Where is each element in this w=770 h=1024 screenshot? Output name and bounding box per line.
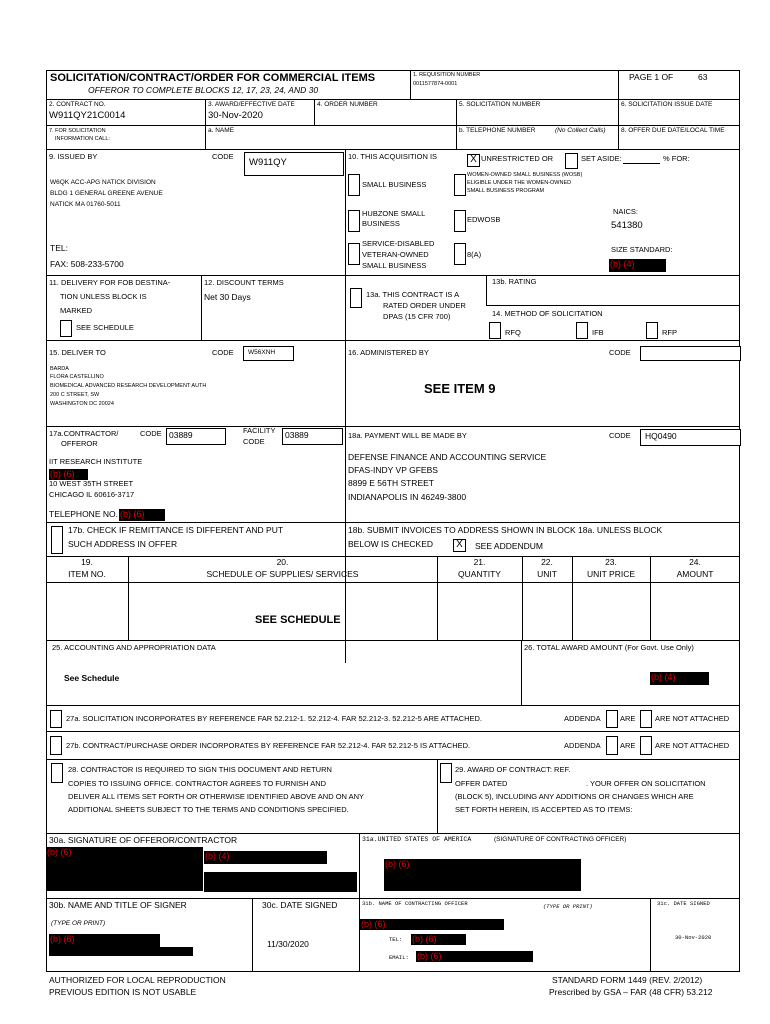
footer-left-2: PREVIOUS EDITION IS NOT USABLE xyxy=(49,987,197,997)
issued-by-fax: FAX: 508-233-5700 xyxy=(50,259,124,269)
set-aside-label: SET ASIDE: xyxy=(581,154,622,163)
amount-header: AMOUNT xyxy=(676,569,714,579)
sdvosb-label-1: SERVICE-DISABLED xyxy=(362,239,435,248)
unit-number: 22. xyxy=(541,557,553,567)
usa-label: 31a.UNITED STATES OF AMERICA xyxy=(362,836,472,843)
27b-text: 27b. CONTRACT/PURCHASE ORDER INCORPORATES BY REFERENCE FAR 52.212-4. FAR 52.212-5 IS ATTACHED. xyxy=(66,741,471,750)
divider xyxy=(572,556,573,640)
issued-by-address-1: W6QK ACC-APG NATICK DIVISION xyxy=(50,179,156,186)
co-type-print: (TYPE OR PRINT) xyxy=(543,903,593,910)
29-line-4: SET FORTH HEREIN, IS ACCEPTED AS TO ITEMS: xyxy=(455,805,633,814)
rfq-label: RFQ xyxy=(505,328,521,337)
see-addendum-label: SEE ADDENDUM xyxy=(475,541,544,551)
divider xyxy=(46,640,740,641)
issued-by-code-label: CODE xyxy=(212,152,234,161)
27a-are-not: ARE NOT ATTACHED xyxy=(655,714,730,723)
divider xyxy=(359,833,360,972)
administered-by-code-box xyxy=(640,346,741,361)
co-signature-redaction: (b) (6) xyxy=(384,859,581,891)
issued-by-code: W911QY xyxy=(249,157,287,168)
border-bottom xyxy=(46,971,740,972)
payment-label: 18a. PAYMENT WILL BE MADE BY xyxy=(348,431,467,440)
border-right xyxy=(739,70,740,972)
rated-order-label-1: 13a. THIS CONTRACT IS A xyxy=(366,290,460,299)
order-number-label: 4. ORDER NUMBER xyxy=(317,101,378,108)
deliver-to-code-label: CODE xyxy=(212,348,234,357)
divider xyxy=(345,149,346,663)
contract-no-label: 2. CONTRACT NO. xyxy=(49,101,106,108)
total-award-redaction: (b) (4) xyxy=(650,672,709,685)
divider xyxy=(46,898,740,899)
divider xyxy=(521,640,522,705)
divider xyxy=(46,556,740,557)
28-line-3: DELIVER ALL ITEMS SET FORTH OR OTHERWISE IDENTIFIED ABOVE AND ON ANY xyxy=(68,792,365,801)
signer-title-redaction xyxy=(49,947,193,956)
award-date: 30-Nov-2020 xyxy=(208,110,263,121)
co-name-redaction: (b) (6) xyxy=(360,919,504,930)
footer-right-2: Prescribed by GSA – FAR (48 CFR) 53.212 xyxy=(549,987,713,997)
accounting-value: See Schedule xyxy=(64,673,120,683)
28-line-4: ADDITIONAL SHEETS SUBJECT TO THE TERMS AND CONDITIONS SPECIFIED. xyxy=(68,805,349,814)
telephone-label: b. TELEPHONE NUMBER xyxy=(459,127,536,134)
divider xyxy=(410,70,411,99)
edwosb-label: EDWOSB xyxy=(467,215,501,224)
footer-left-1: AUTHORIZED FOR LOCAL REPRODUCTION xyxy=(49,975,226,985)
info-call-label-2: INFORMATION CALL: xyxy=(55,136,110,142)
see-schedule-items: SEE SCHEDULE xyxy=(255,614,341,626)
requisition-number: 0011577874-0001 xyxy=(413,81,458,87)
item-no-header: ITEM NO. xyxy=(68,569,106,579)
wosb-label-3: SMALL BUSINESS PROGRAM xyxy=(467,188,545,194)
award-date-label: 3. AWARD/EFFECTIVE DATE xyxy=(208,101,295,108)
payment-line-3: 8899 E 56TH STREET xyxy=(348,478,434,488)
co-name-label: 31b. NAME OF CONTRACTING OFFICER xyxy=(362,900,468,907)
unit-price-header: UNIT PRICE xyxy=(586,569,636,579)
divider xyxy=(650,898,651,972)
solicitation-number-label: 5. SOLICITATION NUMBER xyxy=(459,101,541,108)
divider xyxy=(650,556,651,640)
method-label: 14. METHOD OF SOLICITATION xyxy=(492,309,603,318)
size-standard-label: SIZE STANDARD: xyxy=(611,245,673,254)
offeror-signature-redaction: (b) (6) xyxy=(46,847,203,891)
divider xyxy=(437,556,438,640)
signer-name-redaction: (b) (6) xyxy=(49,934,160,947)
28-line-1: 28. CONTRACTOR IS REQUIRED TO SIGN THIS DOCUMENT AND RETURN xyxy=(68,765,332,774)
27b-are-not-checkbox[interactable] xyxy=(640,736,652,755)
wosb-label-1: WOMEN-OWNED SMALL BUSINESS (WOSB) xyxy=(467,172,583,178)
acquisition-label: 10. THIS ACQUISITION IS xyxy=(348,152,438,161)
divider xyxy=(205,125,206,149)
discount-terms-label: 12. DISCOUNT TERMS xyxy=(204,278,284,287)
signer-type-print: (TYPE OR PRINT) xyxy=(51,920,106,927)
unrestricted-label: UNRESTRICTED OR xyxy=(481,154,554,163)
no-collect-calls: (No Collect Calls) xyxy=(555,127,606,134)
schedule-number: 20. xyxy=(276,557,289,567)
naics-code: 541380 xyxy=(611,220,643,231)
issued-by-label: 9. ISSUED BY xyxy=(49,152,98,161)
border-left xyxy=(46,70,47,972)
small-business-checkbox[interactable] xyxy=(348,174,360,196)
ifb-label: IFB xyxy=(592,328,604,337)
divider xyxy=(46,275,740,276)
page-label: PAGE 1 OF xyxy=(629,72,674,82)
co-date-signed: 30-Nov-2020 xyxy=(675,934,712,941)
issued-by-address-2: BLDG 1 GENERAL GREENE AVENUE xyxy=(50,190,163,197)
deliver-to-code: W56XNH xyxy=(248,349,276,356)
divider xyxy=(456,99,457,149)
fob-label-3: MARKED xyxy=(60,306,93,315)
unit-header: UNIT xyxy=(537,569,557,579)
requisition-label: 1. REQUISITION NUMBER xyxy=(413,72,481,78)
29-line-2: OFFER DATED xyxy=(455,779,508,788)
eight-a-label: 8(A) xyxy=(467,250,482,259)
27a-are: ARE xyxy=(620,714,636,723)
edwosb-checkbox[interactable] xyxy=(454,210,466,232)
divider xyxy=(46,426,740,427)
pct-for-label: % FOR: xyxy=(663,154,690,163)
small-business-label: SMALL BUSINESS xyxy=(362,180,427,189)
schedule-header: SCHEDULE OF SUPPLIES/ SERVICES xyxy=(206,569,359,579)
page-total: 63 xyxy=(698,72,708,82)
discount-terms: Net 30 Days xyxy=(204,292,251,302)
hubzone-label-2: BUSINESS xyxy=(362,219,400,228)
sdvosb-label-3: SMALL BUSINESS xyxy=(362,261,427,270)
contractor-label-1: 17a.CONTRACTOR/ xyxy=(49,429,119,438)
wosb-label-2: ELIGIBLE UNDER THE WOMEN-OWNED xyxy=(467,180,572,186)
hubzone-checkbox[interactable] xyxy=(348,210,360,232)
payment-code-label: CODE xyxy=(609,431,631,440)
facility-code-label-2: CODE xyxy=(243,437,265,446)
27b-are-checkbox[interactable] xyxy=(606,736,618,755)
offeror-redaction-2 xyxy=(204,872,357,892)
divider xyxy=(252,898,253,972)
facility-code-label-1: FACILITY xyxy=(243,426,276,435)
divider xyxy=(618,70,619,99)
name-label: a. NAME xyxy=(208,127,235,134)
27b-addenda: ADDENDA xyxy=(564,741,601,750)
offeror-signature-label: 30a. SIGNATURE OF OFFEROR/CONTRACTOR xyxy=(49,835,238,845)
rated-order-checkbox[interactable] xyxy=(350,288,362,308)
submit-invoices-label-2: BELOW IS CHECKED xyxy=(348,539,434,549)
ifb-checkbox[interactable] xyxy=(576,322,588,339)
remittance-label-1: 17b. CHECK IF REMITTANCE IS DIFFERENT AND PUT xyxy=(68,525,284,535)
divider xyxy=(46,125,740,126)
deliver-to-line-4: 200 C STREET, SW xyxy=(50,392,100,398)
divider xyxy=(46,759,740,760)
payment-line-1: DEFENSE FINANCE AND ACCOUNTING SERVICE xyxy=(348,452,547,462)
payment-code: HQ0490 xyxy=(645,431,677,441)
accounting-label: 25. ACCOUNTING AND APPROPRIATION DATA xyxy=(52,643,216,652)
contractor-code: 03889 xyxy=(169,430,193,440)
co-email-label: EMAIL: xyxy=(389,954,409,961)
remittance-checkbox[interactable] xyxy=(51,526,63,554)
unit-price-number: 23. xyxy=(605,557,617,567)
date-signed-label: 30c. DATE SIGNED xyxy=(262,900,338,910)
29-line-2b: . YOUR OFFER ON SOLICITATION xyxy=(586,779,706,788)
divider xyxy=(46,731,740,732)
sdvosb-checkbox[interactable] xyxy=(348,243,360,265)
rated-order-label-2: RATED ORDER UNDER xyxy=(383,301,466,310)
item-no-number: 19. xyxy=(81,557,93,567)
deliver-to-label: 15. DELIVER TO xyxy=(49,348,106,357)
naics-label: NAICS: xyxy=(613,207,639,216)
co-email-redaction: (b) (6) xyxy=(416,951,533,962)
unrestricted-checkbox[interactable]: X xyxy=(467,154,480,167)
see-schedule-checkbox[interactable] xyxy=(60,320,72,337)
telephone-redaction: (b) (6) xyxy=(119,509,165,521)
divider xyxy=(486,275,487,305)
29-checkbox[interactable] xyxy=(440,763,452,783)
divider xyxy=(128,556,129,640)
wosb-checkbox[interactable] xyxy=(454,174,466,196)
amount-number: 24. xyxy=(689,557,701,567)
divider xyxy=(205,99,206,125)
divider xyxy=(437,759,438,833)
hubzone-label-1: HUBZONE SMALL xyxy=(362,209,426,218)
fob-label-2: TION UNLESS BLOCK IS xyxy=(60,292,147,301)
total-award-label: 26. TOTAL AWARD AMOUNT (For Govt. Use Only) xyxy=(524,643,694,652)
divider xyxy=(314,99,315,125)
set-aside-blank xyxy=(623,163,660,164)
footer-right-1: STANDARD FORM 1449 (REV. 2/2012) xyxy=(552,975,703,985)
28-line-2: COPIES TO ISSUING OFFICE. CONTRACTOR AGREES TO FURNISH AND xyxy=(68,779,327,788)
payment-line-4: INDIANAPOLIS IN 46249-3800 xyxy=(348,492,467,502)
addendum-checkbox[interactable]: X xyxy=(453,539,466,552)
27b-are: ARE xyxy=(620,741,636,750)
rfp-checkbox[interactable] xyxy=(646,322,658,339)
sf1449-form xyxy=(46,70,740,972)
remittance-label-2: SUCH ADDRESS IN OFFER xyxy=(68,539,178,549)
deliver-to-line-5: WASHINGTON DC 20024 xyxy=(50,401,114,407)
contractor-code-label: CODE xyxy=(140,429,162,438)
rfq-checkbox[interactable] xyxy=(489,322,501,339)
see-item-9: SEE ITEM 9 xyxy=(424,381,496,396)
divider xyxy=(201,275,202,340)
see-schedule-label: SEE SCHEDULE xyxy=(76,323,134,332)
divider xyxy=(46,522,740,523)
quantity-header: QUANTITY xyxy=(458,569,501,579)
27a-checkbox[interactable] xyxy=(50,710,62,728)
deliver-to-line-2: FLORA CASTELLINO xyxy=(50,374,104,380)
submit-invoices-label-1: 18b. SUBMIT INVOICES TO ADDRESS SHOWN IN BLOCK 18a. UNLESS BLOCK xyxy=(348,525,663,535)
deliver-to-line-1: BARDA xyxy=(50,366,69,372)
facility-code: 03889 xyxy=(285,430,309,440)
form-title: SOLICITATION/CONTRACT/ORDER FOR COMMERCIAL ITEMS xyxy=(50,72,376,84)
offeror-redaction-b4: (b) (4) xyxy=(204,851,327,864)
administered-by-label: 16. ADMINISTERED BY xyxy=(348,348,429,357)
administered-by-code-label: CODE xyxy=(609,348,631,357)
issued-by-tel: TEL: xyxy=(50,243,68,253)
27a-text: 27a. SOLICITATION INCORPORATES BY REFERENCE FAR 52.212-1. 52.212-4. FAR 52.212-3. 52.212-5 ARE ATTACHED. xyxy=(66,714,482,723)
signer-name-label: 30b. NAME AND TITLE OF SIGNER xyxy=(49,900,187,910)
offer-due-label: 8. OFFER DUE DATE/LOCAL TIME xyxy=(621,127,725,134)
co-signature-label: (SIGNATURE OF CONTRACTING OFFICER) xyxy=(494,836,627,843)
contractor-redaction: (b) (6) xyxy=(49,469,88,480)
28-checkbox[interactable] xyxy=(51,763,63,783)
border-top xyxy=(46,70,740,71)
27a-addenda: ADDENDA xyxy=(564,714,601,723)
divider xyxy=(46,582,740,583)
set-aside-checkbox[interactable] xyxy=(565,153,578,169)
co-tel-label: TEL: xyxy=(389,936,403,943)
contractor-name: IIT RESEARCH INSTITUTE xyxy=(49,457,143,466)
contract-no: W911QY21C0014 xyxy=(49,110,126,121)
27a-are-checkbox[interactable] xyxy=(606,710,618,728)
quantity-number: 21. xyxy=(473,557,486,567)
fob-label-1: 11. DELIVERY FOR FOB DESTINA- xyxy=(49,278,171,287)
29-line-3: (BLOCK 5), INCLUDING ANY ADDITIONS OR CHANGES WHICH ARE xyxy=(455,792,694,801)
rfp-label: RFP xyxy=(662,328,677,337)
27a-are-not-checkbox[interactable] xyxy=(640,710,652,728)
divider xyxy=(486,305,740,306)
29-line-1: 29. AWARD OF CONTRACT: REF. xyxy=(455,765,571,774)
contractor-address-1: 10 WEST 35TH STREET xyxy=(49,479,134,488)
27b-are-not: ARE NOT ATTACHED xyxy=(655,741,730,750)
form-subtitle: OFFEROR TO COMPLETE BLOCKS 12, 17, 23, 24, AND 30 xyxy=(88,85,319,95)
divider xyxy=(522,556,523,640)
divider xyxy=(46,99,740,100)
divider xyxy=(46,340,740,341)
size-standard-redaction: (b) (4) xyxy=(609,259,666,272)
sdvosb-label-2: VETERAN-OWNED xyxy=(362,250,429,259)
info-call-label: 7. FOR SOLICITATION xyxy=(49,128,106,134)
co-date-label: 31c. DATE SIGNED xyxy=(657,900,710,907)
divider xyxy=(46,833,740,834)
solicitation-issue-date-label: 6. SOLICITATION ISSUE DATE xyxy=(621,101,713,108)
telephone-label: TELEPHONE NO. xyxy=(49,509,118,519)
27b-checkbox[interactable] xyxy=(50,736,62,755)
divider xyxy=(46,149,740,150)
contractor-address-2: CHICAGO IL 60616-3717 xyxy=(49,490,135,499)
date-signed: 11/30/2020 xyxy=(267,939,309,949)
rated-order-label-3: DPAS (15 CFR 700) xyxy=(383,312,451,321)
divider xyxy=(618,99,619,149)
contractor-label-2: OFFEROR xyxy=(61,439,98,448)
divider xyxy=(46,705,740,706)
eight-a-checkbox[interactable] xyxy=(454,243,466,265)
co-tel-redaction: (b) (6) xyxy=(411,934,466,945)
issued-by-address-3: NATICK MA 01760-5011 xyxy=(50,201,121,208)
deliver-to-line-3: BIOMEDICAL ADVANCED RESEARCH DEVELOPMENT AUTH xyxy=(50,383,207,389)
payment-line-2: DFAS-INDY VP GFEBS xyxy=(348,465,438,475)
rating-label: 13b. RATING xyxy=(492,277,537,286)
